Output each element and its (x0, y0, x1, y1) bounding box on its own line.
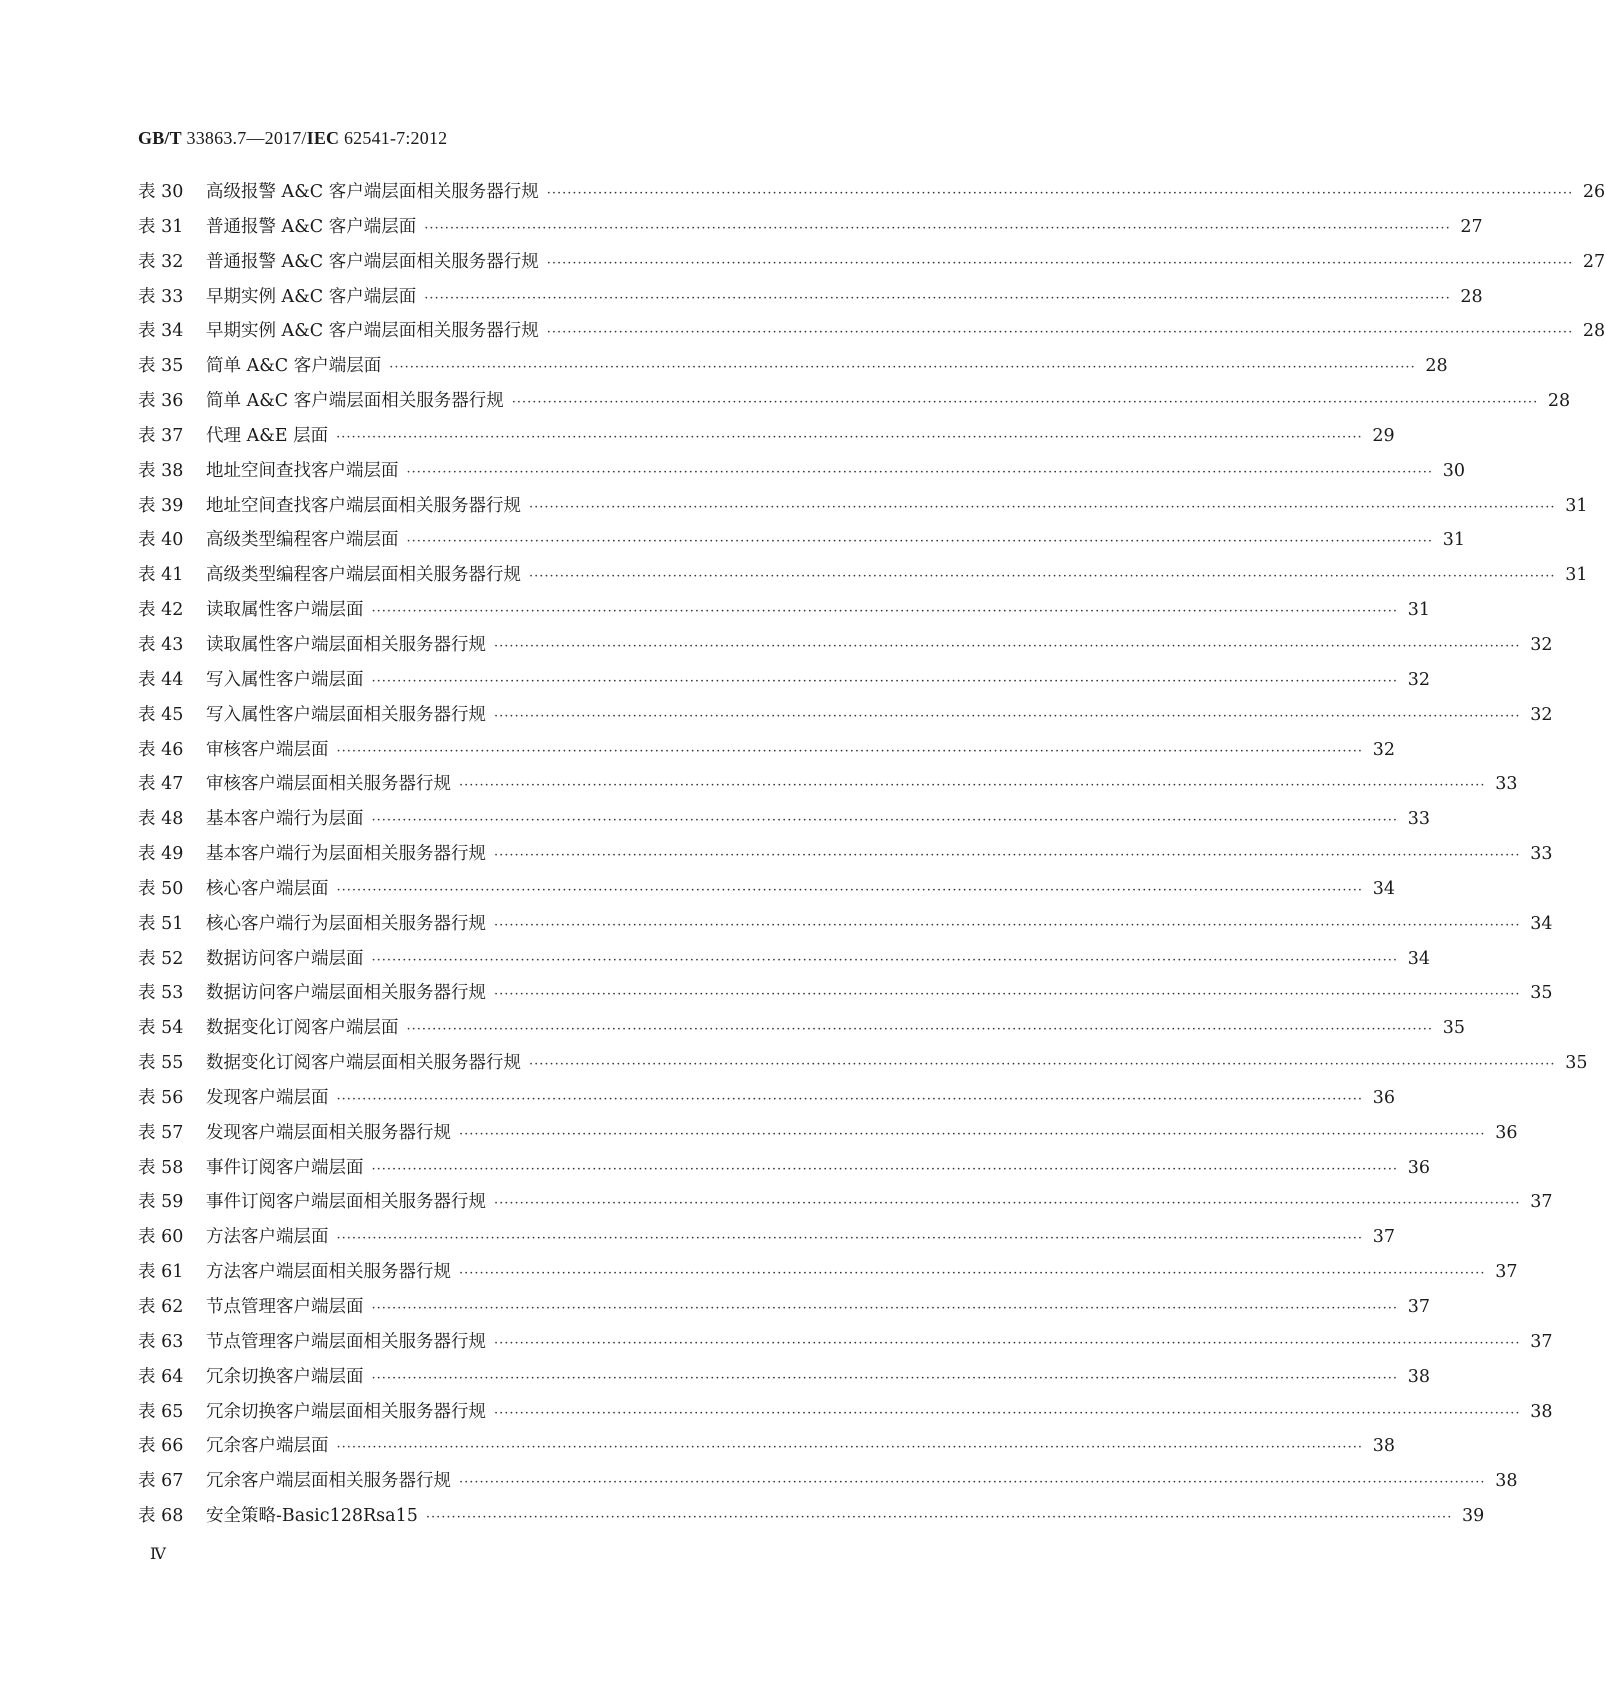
toc-leader-dots: ········································································································································································································ (424, 290, 1451, 306)
toc-leader-dots: ········································································································································································································ (371, 1161, 1398, 1177)
toc-entry[interactable] (138, 248, 1605, 283)
toc-entry-title: 早期实例 A&C 客户端层面相关服务器行规 (206, 321, 539, 342)
toc-leader-dots: ········································································································································································································ (529, 569, 1556, 585)
toc-entry-number: 表 57 (138, 1122, 184, 1143)
toc-leader-dots: ········································································································································································································ (424, 220, 1451, 236)
toc-leader-dots: ········································································································································································································ (371, 604, 1398, 620)
toc-entry[interactable] (138, 701, 1553, 736)
table-of-contents (138, 178, 1605, 1537)
toc-leader-dots: ········································································································································································································ (371, 673, 1398, 689)
toc-entry-title: 核心客户端行为层面相关服务器行规 (206, 913, 486, 934)
toc-entry[interactable] (138, 770, 1518, 805)
toc-entry[interactable] (138, 283, 1483, 318)
toc-entry-page: 32 (1407, 669, 1430, 690)
toc-entry-page: 32 (1372, 739, 1395, 760)
toc-entry[interactable] (138, 1398, 1553, 1433)
toc-entry-title: 事件订阅客户端层面 (206, 1157, 364, 1178)
toc-entry[interactable] (138, 1328, 1553, 1363)
toc-entry-number: 表 42 (138, 600, 184, 621)
toc-entry[interactable] (138, 387, 1571, 422)
toc-leader-dots: ········································································································································································································ (494, 1196, 1521, 1212)
toc-leader-dots: ········································································································································································································ (336, 1091, 1363, 1107)
toc-entry[interactable] (138, 1049, 1588, 1084)
toc-entry-title: 事件订阅客户端层面相关服务器行规 (206, 1192, 486, 1213)
toc-entry-title: 代理 A&E 层面 (206, 425, 329, 446)
toc-leader-dots: ········································································································································································································ (389, 360, 1416, 376)
toc-entry[interactable] (138, 910, 1553, 945)
toc-entry-page: 33 (1495, 774, 1518, 795)
toc-leader-dots: ········································································································································································································ (459, 1126, 1486, 1142)
toc-leader-dots: ········································································································································································································ (336, 429, 1363, 445)
toc-entry[interactable] (138, 492, 1588, 527)
toc-entry[interactable] (138, 1432, 1395, 1467)
toc-entry-title: 安全策略-Basic128Rsa15 (206, 1506, 418, 1527)
toc-entry-title: 高级报警 A&C 客户端层面相关服务器行规 (206, 182, 539, 202)
toc-entry-number: 表 60 (138, 1227, 184, 1248)
toc-entry-number: 表 62 (138, 1297, 184, 1317)
toc-entry-page: 31 (1565, 495, 1588, 516)
toc-entry-page: 36 (1372, 1087, 1395, 1108)
toc-entry-title: 数据访问客户端层面相关服务器行规 (206, 983, 486, 1004)
toc-entry-page: 38 (1530, 1401, 1553, 1422)
toc-entry-number: 表 52 (138, 948, 184, 969)
toc-entry-page: 31 (1565, 565, 1588, 586)
toc-entry[interactable] (138, 945, 1430, 980)
toc-entry-number: 表 61 (138, 1262, 184, 1283)
toc-leader-dots: ········································································································································································································ (459, 1475, 1486, 1491)
toc-entry-number: 表 47 (138, 774, 184, 795)
toc-entry-title: 写入属性客户端层面相关服务器行规 (206, 704, 486, 725)
toc-entry-title: 数据变化订阅客户端层面相关服务器行规 (206, 1053, 521, 1074)
toc-entry-page: 28 (1460, 286, 1483, 307)
toc-entry-title: 地址空间查找客户端层面 (206, 460, 399, 481)
toc-entry-number: 表 58 (138, 1157, 184, 1178)
toc-entry-page: 38 (1407, 1366, 1430, 1387)
toc-entry-number: 表 32 (138, 251, 184, 272)
toc-entry[interactable] (138, 1467, 1518, 1502)
toc-leader-dots: ········································································································································································································ (494, 848, 1521, 864)
toc-entry[interactable] (138, 213, 1483, 248)
toc-entry-number: 表 38 (138, 460, 184, 481)
toc-entry-number: 表 51 (138, 913, 184, 934)
toc-entry-title: 审核客户端层面 (206, 739, 329, 760)
toc-entry-number: 表 45 (138, 704, 184, 725)
toc-entry[interactable] (138, 596, 1430, 631)
toc-entry-page: 30 (1442, 460, 1465, 481)
toc-entry-title: 方法客户端层面相关服务器行规 (206, 1262, 451, 1283)
toc-entry-title: 核心客户端层面 (206, 878, 329, 899)
toc-entry-page: 36 (1495, 1122, 1518, 1143)
toc-entry-title: 简单 A&C 客户端层面 (206, 356, 382, 377)
toc-entry-page: 28 (1582, 321, 1605, 342)
toc-entry-number: 表 39 (138, 495, 184, 516)
toc-entry-title: 节点管理客户端层面相关服务器行规 (206, 1331, 486, 1352)
toc-entry-title: 基本客户端行为层面相关服务器行规 (206, 844, 486, 865)
toc-entry-number: 表 33 (138, 286, 184, 307)
toc-entry-number: 表 40 (138, 530, 184, 551)
toc-entry[interactable] (138, 840, 1553, 875)
toc-entry-title: 基本客户端行为层面 (206, 809, 364, 830)
toc-leader-dots: ········································································································································································································ (336, 1231, 1363, 1247)
toc-entry-page: 34 (1530, 913, 1553, 934)
toc-entry-title: 冗余切换客户端层面相关服务器行规 (206, 1401, 486, 1422)
toc-entry[interactable] (138, 1014, 1465, 1049)
toc-entry-number: 表 67 (138, 1471, 184, 1492)
toc-leader-dots: ········································································································································································································ (494, 917, 1521, 933)
toc-entry-number: 表 50 (138, 878, 184, 899)
toc-entry-page: 32 (1530, 704, 1553, 725)
toc-entry-title: 冗余切换客户端层面 (206, 1366, 364, 1387)
toc-entry-title: 早期实例 A&C 客户端层面 (206, 286, 417, 307)
toc-leader-dots: ········································································································································································································ (546, 255, 1574, 271)
toc-leader-dots: ········································································································································································································ (371, 813, 1398, 829)
toc-leader-dots: ········································································································································································································ (459, 1266, 1486, 1282)
toc-entry[interactable] (138, 875, 1395, 910)
toc-leader-dots: ········································································································································································································ (529, 1057, 1556, 1073)
standard-code: GB/T (138, 128, 182, 148)
toc-entry-title: 高级类型编程客户端层面相关服务器行规 (206, 565, 521, 586)
toc-entry-title: 方法客户端层面 (206, 1227, 329, 1248)
toc-leader-dots: ········································································································································································································ (511, 395, 1539, 411)
toc-entry-page: 37 (1530, 1192, 1553, 1213)
toc-leader-dots: ········································································································································································································ (336, 882, 1363, 898)
toc-entry-number: 表 55 (138, 1053, 184, 1074)
toc-entry-number: 表 36 (138, 391, 184, 412)
toc-entry[interactable] (138, 561, 1588, 596)
toc-entry[interactable] (138, 457, 1465, 492)
toc-entry-number: 表 41 (138, 565, 184, 586)
toc-entry-page: 37 (1495, 1262, 1518, 1283)
toc-leader-dots: ········································································································································································································ (546, 325, 1574, 341)
toc-entry-title: 普通报警 A&C 客户端层面 (206, 216, 417, 237)
toc-entry-page: 32 (1530, 634, 1553, 655)
standard-number: 33863.7—2017/ (181, 128, 307, 148)
toc-leader-dots: ········································································································································································································ (406, 534, 1433, 550)
toc-entry-title: 数据变化订阅客户端层面 (206, 1018, 399, 1039)
toc-entry-page: 39 (1462, 1506, 1485, 1527)
toc-entry-page: 28 (1547, 391, 1571, 412)
toc-entry-page: 31 (1407, 600, 1430, 621)
toc-entry[interactable] (138, 1502, 1485, 1537)
toc-entry[interactable] (138, 422, 1395, 457)
toc-entry-title: 写入属性客户端层面 (206, 669, 364, 690)
toc-entry[interactable] (138, 1084, 1395, 1119)
toc-entry-page: 34 (1407, 948, 1430, 969)
toc-entry[interactable] (138, 1119, 1518, 1154)
toc-entry-number: 表 43 (138, 634, 184, 655)
toc-entry-title: 节点管理客户端层面 (206, 1297, 364, 1317)
toc-leader-dots: ········································································································································································································ (546, 186, 1574, 201)
toc-entry-number: 表 54 (138, 1018, 184, 1039)
toc-entry-title: 读取属性客户端层面相关服务器行规 (206, 634, 486, 655)
toc-entry[interactable] (138, 736, 1395, 771)
toc-entry-number: 表 46 (138, 739, 184, 760)
toc-leader-dots: ········································································································································································································ (494, 987, 1521, 1003)
toc-entry-page: 29 (1372, 425, 1395, 446)
toc-entry-number: 表 68 (138, 1506, 184, 1527)
toc-entry[interactable] (138, 1258, 1518, 1293)
toc-entry[interactable] (138, 317, 1605, 352)
toc-leader-dots: ········································································································································································································ (336, 743, 1363, 759)
toc-entry-number: 表 37 (138, 425, 184, 446)
toc-entry[interactable] (138, 526, 1465, 561)
toc-entry-number: 表 65 (138, 1401, 184, 1422)
toc-entry-page: 38 (1372, 1436, 1395, 1457)
toc-entry-number: 表 31 (138, 216, 184, 237)
document-header (138, 128, 447, 149)
toc-entry-title: 简单 A&C 客户端层面相关服务器行规 (206, 391, 504, 412)
toc-entry-page: 27 (1460, 216, 1483, 237)
toc-entry-page: 26 (1582, 182, 1605, 202)
toc-entry[interactable] (138, 1188, 1553, 1223)
toc-leader-dots: ········································································································································································································ (406, 464, 1433, 480)
page-number: Ⅳ (150, 1546, 166, 1563)
toc-entry-number: 表 53 (138, 983, 184, 1004)
iec-code: IEC (306, 128, 340, 148)
toc-entry[interactable] (138, 979, 1553, 1014)
toc-entry-title: 冗余客户端层面 (206, 1436, 329, 1457)
toc-entry-number: 表 34 (138, 321, 184, 342)
toc-entry-number: 表 59 (138, 1192, 184, 1213)
toc-entry-title: 审核客户端层面相关服务器行规 (206, 774, 451, 795)
toc-entry[interactable] (138, 352, 1448, 387)
toc-leader-dots: ········································································································································································································ (425, 1510, 1453, 1526)
toc-entry[interactable] (138, 1293, 1430, 1328)
toc-entry-page: 35 (1530, 983, 1553, 1004)
toc-entry-title: 数据访问客户端层面 (206, 948, 364, 969)
toc-entry-page: 38 (1495, 1471, 1518, 1492)
iec-number: 62541-7:2012 (339, 128, 448, 148)
toc-leader-dots: ········································································································································································································ (459, 778, 1486, 794)
toc-leader-dots: ········································································································································································································ (494, 638, 1521, 654)
toc-entry-page: 34 (1372, 878, 1395, 899)
toc-entry-page: 37 (1372, 1227, 1395, 1248)
toc-entry-page: 28 (1425, 356, 1448, 377)
toc-entry-title: 发现客户端层面相关服务器行规 (206, 1122, 451, 1143)
toc-entry[interactable] (138, 178, 1605, 213)
toc-entry-page: 33 (1530, 844, 1553, 865)
toc-entry-page: 31 (1442, 530, 1465, 551)
toc-entry-number: 表 48 (138, 809, 184, 830)
toc-leader-dots: ········································································································································································································ (371, 952, 1398, 968)
toc-entry-number: 表 63 (138, 1331, 184, 1352)
toc-entry-page: 35 (1565, 1053, 1588, 1074)
toc-entry-page: 27 (1582, 251, 1605, 272)
toc-entry-title: 冗余客户端层面相关服务器行规 (206, 1471, 451, 1492)
toc-entry-number: 表 64 (138, 1366, 184, 1387)
toc-entry[interactable] (138, 1223, 1395, 1258)
toc-entry[interactable] (138, 1154, 1430, 1189)
toc-entry[interactable] (138, 631, 1553, 666)
toc-entry-number: 表 56 (138, 1087, 184, 1108)
toc-entry-title: 发现客户端层面 (206, 1087, 329, 1108)
toc-entry-number: 表 49 (138, 844, 184, 865)
toc-leader-dots: ········································································································································································································ (336, 1440, 1363, 1456)
toc-entry[interactable] (138, 1363, 1430, 1398)
toc-entry-title: 读取属性客户端层面 (206, 600, 364, 621)
toc-entry-page: 36 (1407, 1157, 1430, 1178)
toc-entry-title: 普通报警 A&C 客户端层面相关服务器行规 (206, 251, 539, 272)
toc-entry-number: 表 66 (138, 1436, 184, 1457)
toc-leader-dots: ········································································································································································································ (494, 1405, 1521, 1421)
toc-entry-number: 表 35 (138, 356, 184, 377)
toc-entry[interactable] (138, 805, 1430, 840)
toc-entry-number: 表 30 (138, 182, 184, 202)
toc-leader-dots: ········································································································································································································ (406, 1022, 1433, 1038)
toc-leader-dots: ········································································································································································································ (494, 1335, 1521, 1351)
toc-entry-page: 37 (1530, 1331, 1553, 1352)
toc-entry-title: 高级类型编程客户端层面 (206, 530, 399, 551)
toc-entry[interactable] (138, 666, 1430, 701)
toc-entry-page: 37 (1407, 1297, 1430, 1317)
toc-leader-dots: ········································································································································································································ (371, 1370, 1398, 1386)
toc-leader-dots: ········································································································································································································ (494, 708, 1521, 724)
toc-leader-dots: ········································································································································································································ (529, 499, 1556, 515)
toc-entry-page: 33 (1407, 809, 1430, 830)
toc-entry-page: 35 (1442, 1018, 1465, 1039)
toc-entry-title: 地址空间查找客户端层面相关服务器行规 (206, 495, 521, 516)
toc-leader-dots: ········································································································································································································ (371, 1301, 1398, 1316)
toc-entry-number: 表 44 (138, 669, 184, 690)
